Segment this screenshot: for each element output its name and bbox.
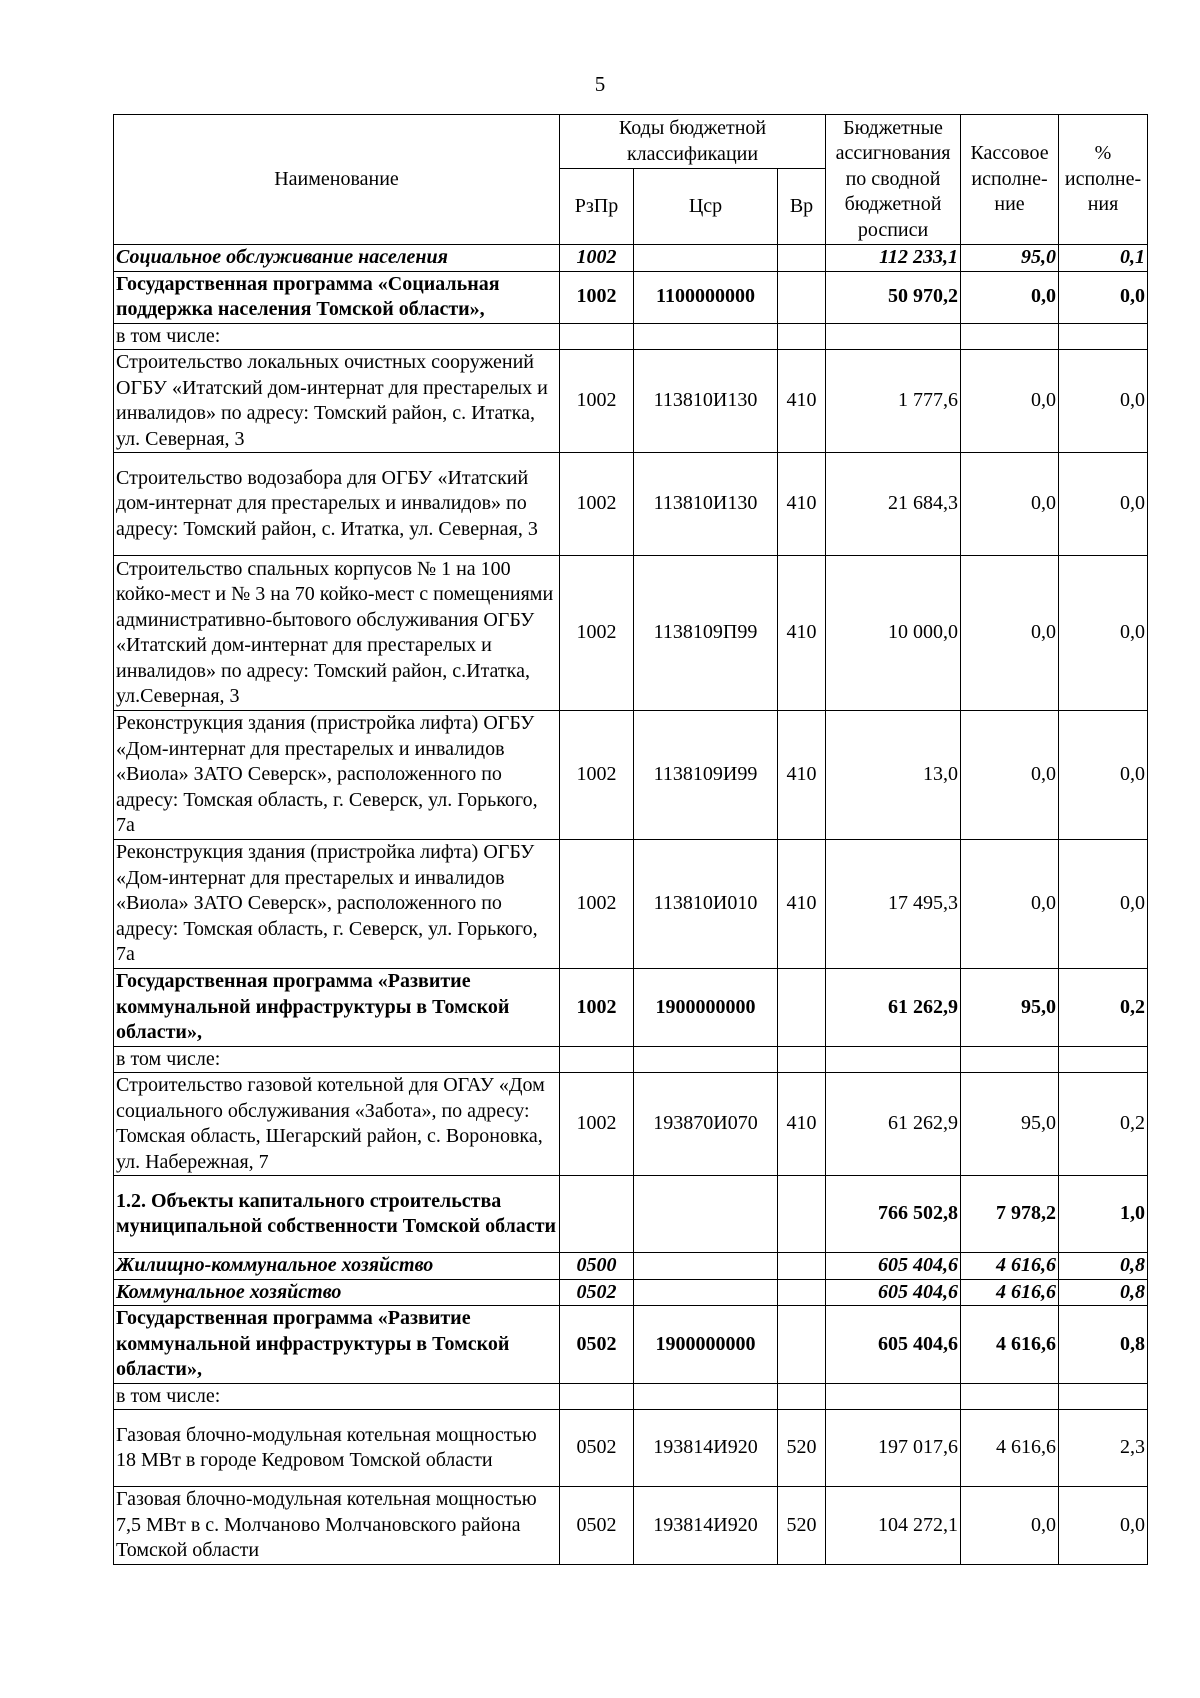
row-cash: 95,0 [961, 969, 1059, 1047]
row-assignment: 61 262,9 [826, 969, 961, 1047]
row-assignment: 605 404,6 [826, 1306, 961, 1384]
row-vr [778, 1046, 826, 1073]
row-percent: 0,0 [1059, 556, 1148, 711]
table-row [114, 1176, 1148, 1253]
row-csr: 113810И130 [634, 350, 778, 453]
row-assignment: 112 233,1 [826, 245, 961, 272]
row-rzpr: 0502 [560, 1487, 634, 1565]
row-cash: 4 616,6 [961, 1253, 1059, 1280]
row-rzpr: 0500 [560, 1253, 634, 1280]
row-cash: 0,0 [961, 350, 1059, 453]
row-assignment: 605 404,6 [826, 1253, 961, 1280]
row-cash: 0,0 [961, 711, 1059, 840]
row-cash: 0,0 [961, 271, 1059, 323]
row-vr: 520 [778, 1410, 826, 1487]
row-percent: 0,0 [1059, 840, 1148, 969]
table-row [114, 453, 1148, 556]
table-row [114, 350, 1148, 453]
row-assignment: 10 000,0 [826, 556, 961, 711]
row-assignment: 17 495,3 [826, 840, 961, 969]
row-name: Жилищно-коммунальное хозяйство [114, 1253, 560, 1280]
row-rzpr: 1002 [560, 245, 634, 272]
row-vr [778, 323, 826, 350]
row-csr [634, 1176, 778, 1253]
row-rzpr: 1002 [560, 969, 634, 1047]
row-csr [634, 1383, 778, 1410]
row-percent [1059, 1046, 1148, 1073]
row-assignment: 50 970,2 [826, 271, 961, 323]
row-name: Коммунальное хозяйство [114, 1279, 560, 1306]
table-row [114, 245, 1148, 272]
table-row [114, 1073, 1148, 1176]
row-rzpr [560, 1046, 634, 1073]
row-vr: 410 [778, 556, 826, 711]
row-percent [1059, 1383, 1148, 1410]
row-percent: 0,2 [1059, 969, 1148, 1047]
row-rzpr [560, 1176, 634, 1253]
table-row [114, 1306, 1148, 1384]
row-csr: 1138109П99 [634, 556, 778, 711]
row-cash: 95,0 [961, 245, 1059, 272]
row-csr: 1900000000 [634, 969, 778, 1047]
table-row [114, 323, 1148, 350]
table-row [114, 840, 1148, 969]
row-percent: 0,0 [1059, 711, 1148, 840]
row-csr: 1138109И99 [634, 711, 778, 840]
row-csr [634, 323, 778, 350]
table-row [114, 556, 1148, 711]
row-csr: 193814И920 [634, 1487, 778, 1565]
row-vr [778, 969, 826, 1047]
row-rzpr: 0502 [560, 1279, 634, 1306]
row-csr: 1900000000 [634, 1306, 778, 1384]
row-cash: 0,0 [961, 556, 1059, 711]
row-rzpr: 0502 [560, 1410, 634, 1487]
row-rzpr: 1002 [560, 840, 634, 969]
row-cash [961, 1046, 1059, 1073]
row-percent: 2,3 [1059, 1410, 1148, 1487]
row-assignment: 61 262,9 [826, 1073, 961, 1176]
row-name: Государственная программа «Социальная поддержка населения Томской области», [114, 271, 560, 323]
row-cash: 4 616,6 [961, 1306, 1059, 1384]
header-assignments: Бюджетные ассигнования по сводной бюджетной росписи [826, 115, 961, 245]
row-name: в том числе: [114, 1383, 560, 1410]
table-row [114, 1487, 1148, 1565]
row-percent: 0,0 [1059, 271, 1148, 323]
row-csr: 193814И920 [634, 1410, 778, 1487]
row-assignment [826, 1046, 961, 1073]
row-vr: 410 [778, 711, 826, 840]
table-row [114, 1410, 1148, 1487]
row-percent: 0,1 [1059, 245, 1148, 272]
row-assignment: 605 404,6 [826, 1279, 961, 1306]
budget-table [113, 114, 1148, 1565]
row-cash: 0,0 [961, 1487, 1059, 1565]
row-rzpr: 1002 [560, 350, 634, 453]
row-assignment: 13,0 [826, 711, 961, 840]
table-row [114, 1046, 1148, 1073]
row-name: в том числе: [114, 323, 560, 350]
row-vr: 520 [778, 1487, 826, 1565]
header-codes-group: Коды бюджетной классификации [560, 115, 826, 169]
header-csr: Цср [634, 169, 778, 245]
row-assignment: 104 272,1 [826, 1487, 961, 1565]
header-cash: Кассовое исполне- ние [961, 115, 1059, 245]
row-assignment: 197 017,6 [826, 1410, 961, 1487]
row-vr [778, 1176, 826, 1253]
row-assignment: 766 502,8 [826, 1176, 961, 1253]
row-rzpr: 1002 [560, 271, 634, 323]
row-csr: 193870И070 [634, 1073, 778, 1176]
row-csr: 113810И010 [634, 840, 778, 969]
row-csr [634, 1279, 778, 1306]
row-vr: 410 [778, 1073, 826, 1176]
row-rzpr: 1002 [560, 453, 634, 556]
row-csr [634, 1253, 778, 1280]
row-cash [961, 323, 1059, 350]
row-percent: 0,0 [1059, 1487, 1148, 1565]
row-percent: 0,8 [1059, 1306, 1148, 1384]
row-csr [634, 1046, 778, 1073]
page-number: 5 [594, 72, 606, 96]
row-name: Строительство спальных корпусов № 1 на 100 койко-мест и № 3 на 70 койко-мест с помещениями административно-бытового обслуживания ОГБУ «Итатский дом-интернат для престарелых и инвалидов» по адресу: Томский район, с.Итатка, ул.Северная, 3 [114, 556, 560, 711]
header-name: Наименование [114, 115, 560, 245]
row-name: Реконструкция здания (пристройка лифта) ОГБУ «Дом-интернат для престарелых и инвалидов «Виола» ЗАТО Северск», расположенного по адресу: Томская область, г. Северск, ул. Горького, 7а [114, 711, 560, 840]
row-rzpr [560, 323, 634, 350]
row-vr [778, 271, 826, 323]
row-percent: 0,8 [1059, 1253, 1148, 1280]
row-assignment: 21 684,3 [826, 453, 961, 556]
row-cash: 0,0 [961, 453, 1059, 556]
table-row [114, 1279, 1148, 1306]
header-vr: Вр [778, 169, 826, 245]
row-vr: 410 [778, 453, 826, 556]
row-assignment: 1 777,6 [826, 350, 961, 453]
header-rzpr: РзПр [560, 169, 634, 245]
row-cash: 4 616,6 [961, 1279, 1059, 1306]
row-rzpr: 1002 [560, 711, 634, 840]
row-assignment [826, 1383, 961, 1410]
row-percent: 0,2 [1059, 1073, 1148, 1176]
row-name: Социальное обслуживание населения [114, 245, 560, 272]
row-csr [634, 245, 778, 272]
row-name: Строительство водозабора для ОГБУ «Итатский дом-интернат для престарелых и инвалидов» по адресу: Томский район, с. Итатка, ул. Северная, 3 [114, 453, 560, 556]
row-percent: 0,0 [1059, 350, 1148, 453]
row-name: Газовая блочно-модульная котельная мощностью 18 МВт в городе Кедровом Томской области [114, 1410, 560, 1487]
row-vr [778, 1306, 826, 1384]
row-vr: 410 [778, 840, 826, 969]
row-name: Реконструкция здания (пристройка лифта) ОГБУ «Дом-интернат для престарелых и инвалидов «Виола» ЗАТО Северск», расположенного по адресу: Томская область, г. Северск, ул. Горького, 7а [114, 840, 560, 969]
table-row [114, 1253, 1148, 1280]
row-name: Строительство газовой котельной для ОГАУ «Дом социального обслуживания «Забота», по адресу: Томская область, Шегарский район, с. Вороновка, ул. Набережная, 7 [114, 1073, 560, 1176]
table-row [114, 1383, 1148, 1410]
table-row [114, 271, 1148, 323]
row-csr: 1100000000 [634, 271, 778, 323]
row-name: Газовая блочно-модульная котельная мощностью 7,5 МВт в с. Молчаново Молчановского района Томской области [114, 1487, 560, 1565]
row-percent: 0,8 [1059, 1279, 1148, 1306]
row-assignment [826, 323, 961, 350]
row-percent [1059, 323, 1148, 350]
row-vr [778, 1279, 826, 1306]
table-row [114, 711, 1148, 840]
row-vr [778, 245, 826, 272]
row-name: в том числе: [114, 1046, 560, 1073]
header-percent: % исполне- ния [1059, 115, 1148, 245]
row-rzpr: 1002 [560, 556, 634, 711]
row-rzpr: 0502 [560, 1306, 634, 1384]
row-name: Государственная программа «Развитие коммунальной инфраструктуры в Томской области», [114, 1306, 560, 1384]
row-csr: 113810И130 [634, 453, 778, 556]
row-rzpr [560, 1383, 634, 1410]
row-cash: 95,0 [961, 1073, 1059, 1176]
row-vr [778, 1253, 826, 1280]
row-name: 1.2. Объекты капитального строительства муниципальной собственности Томской области [114, 1176, 560, 1253]
row-cash: 7 978,2 [961, 1176, 1059, 1253]
row-cash [961, 1383, 1059, 1410]
row-vr [778, 1383, 826, 1410]
row-percent: 0,0 [1059, 453, 1148, 556]
table-row [114, 969, 1148, 1047]
row-cash: 0,0 [961, 840, 1059, 969]
row-rzpr: 1002 [560, 1073, 634, 1176]
row-name: Строительство локальных очистных сооружений ОГБУ «Итатский дом-интернат для престарелых и инвалидов» по адресу: Томский район, с. Итатка, ул. Северная, 3 [114, 350, 560, 453]
row-name: Государственная программа «Развитие коммунальной инфраструктуры в Томской области», [114, 969, 560, 1047]
row-cash: 4 616,6 [961, 1410, 1059, 1487]
row-percent: 1,0 [1059, 1176, 1148, 1253]
row-vr: 410 [778, 350, 826, 453]
